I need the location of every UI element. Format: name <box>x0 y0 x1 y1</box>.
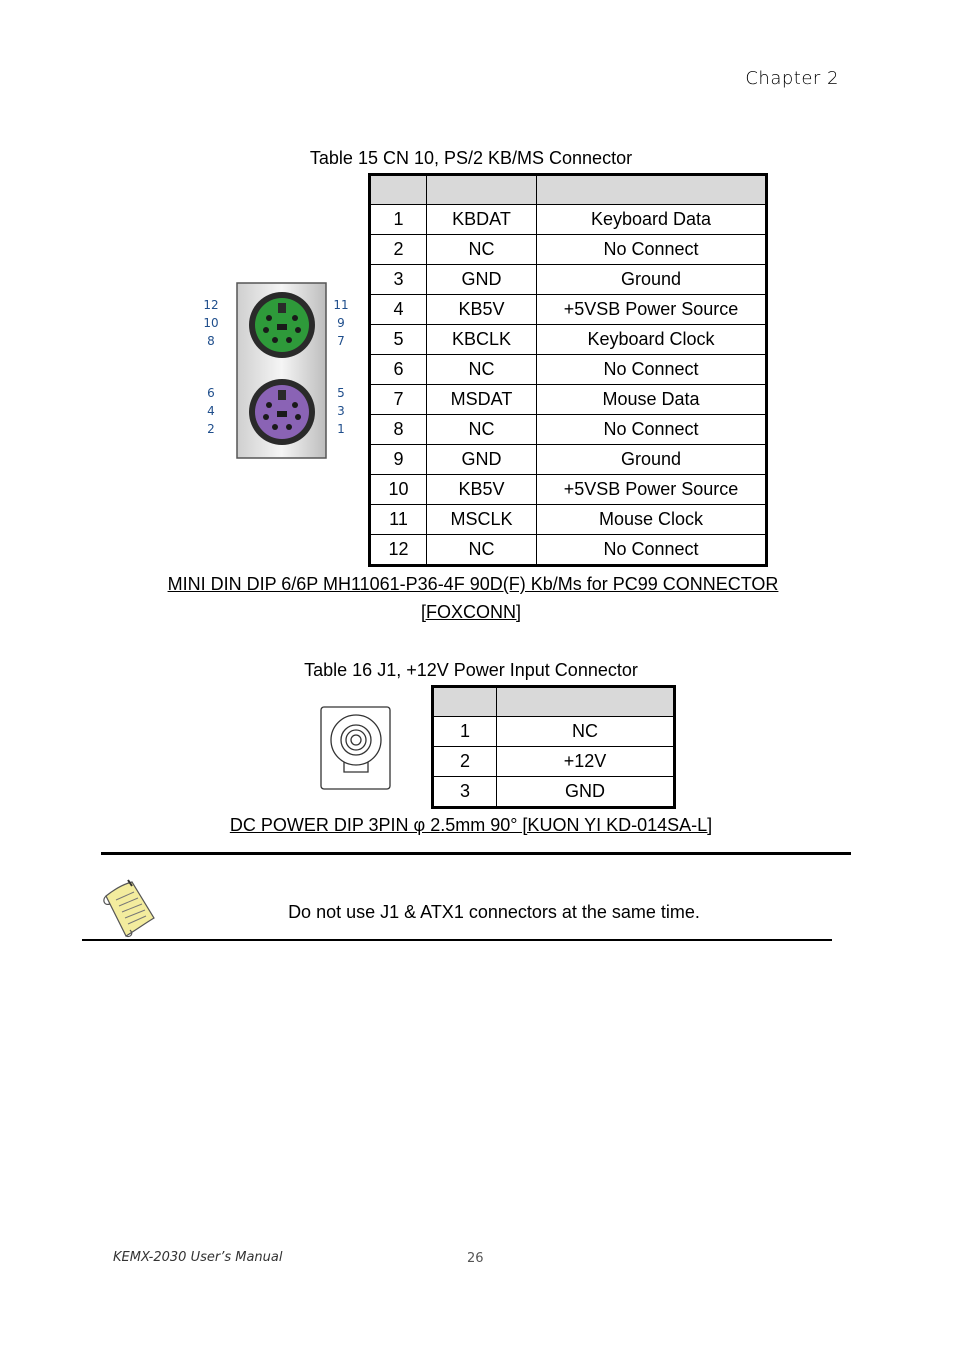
table-row <box>370 505 767 535</box>
pin-cell: 5 <box>370 325 427 355</box>
table15-caption: Table 15 CN 10, PS/2 KB/MS Connector <box>309 148 633 168</box>
table15 <box>368 173 768 567</box>
description-cell: +5VSB Power Source <box>537 475 767 505</box>
table-row <box>370 295 767 325</box>
pin-cell: 1 <box>370 205 427 235</box>
pin-cell: 7 <box>370 385 427 415</box>
ps2-connector-figure <box>200 282 360 462</box>
table-row <box>433 777 675 808</box>
pin-cell: 11 <box>370 505 427 535</box>
table15-connector-line1: MINI DIN DIP 6/6P MH11061-P36-4F 90D(F) Kb/Ms for PC99 CONNECTOR <box>167 574 779 594</box>
pin-label: 11 <box>333 298 349 312</box>
pin-label: 7 <box>337 334 345 348</box>
pin-label: 5 <box>337 386 345 400</box>
description-cell: No Connect <box>537 355 767 385</box>
table-row <box>370 235 767 265</box>
pin-cell: 3 <box>433 777 497 808</box>
footer-manual-title: KEMX-2030 User’s Manual <box>113 1250 283 1265</box>
table-row <box>370 475 767 505</box>
signal-cell: NC <box>427 355 537 385</box>
signal-cell: NC <box>427 235 537 265</box>
header-cell <box>370 175 427 205</box>
signal-cell: KBCLK <box>427 325 537 355</box>
pin-label: 4 <box>207 404 215 418</box>
signal-cell: KBDAT <box>427 205 537 235</box>
pin-cell: 10 <box>370 475 427 505</box>
signal-cell: GND <box>427 445 537 475</box>
note-text: Do not use J1 & ATX1 connectors at the same time. <box>288 902 700 922</box>
signal-cell: NC <box>427 535 537 566</box>
pin-label: 8 <box>207 334 215 348</box>
page-number: 26 <box>467 1251 484 1266</box>
table-row <box>370 205 767 235</box>
pin-labels-right <box>330 296 352 438</box>
pin-labels-left <box>200 296 222 438</box>
ps2-ports-icon <box>236 282 328 460</box>
table-row <box>370 355 767 385</box>
header-cell <box>497 687 675 717</box>
signal-cell: GND <box>497 777 675 808</box>
description-cell: Ground <box>537 265 767 295</box>
dc-power-jack-icon <box>320 706 392 792</box>
pin-cell: 3 <box>370 265 427 295</box>
pin-cell: 2 <box>433 747 497 777</box>
signal-cell: NC <box>427 415 537 445</box>
table-row <box>370 265 767 295</box>
table-row <box>433 747 675 777</box>
header-cell <box>537 175 767 205</box>
description-cell: Mouse Clock <box>537 505 767 535</box>
table-row <box>370 385 767 415</box>
table-row <box>370 325 767 355</box>
description-cell: No Connect <box>537 235 767 265</box>
pin-label: 12 <box>203 298 219 312</box>
table-row <box>370 445 767 475</box>
signal-cell: KB5V <box>427 295 537 325</box>
pin-label: 1 <box>337 422 345 436</box>
table-row <box>370 415 767 445</box>
pin-label: 6 <box>207 386 215 400</box>
signal-cell: KB5V <box>427 475 537 505</box>
description-cell: Keyboard Data <box>537 205 767 235</box>
signal-cell: GND <box>427 265 537 295</box>
description-cell: No Connect <box>537 415 767 445</box>
chapter-heading: Chapter 2 <box>745 68 839 89</box>
header-cell <box>427 175 537 205</box>
note-bottom-rule <box>82 939 832 941</box>
description-cell: Ground <box>537 445 767 475</box>
pin-cell: 9 <box>370 445 427 475</box>
table-header-row <box>433 687 675 717</box>
table16 <box>431 685 676 809</box>
pin-cell: 12 <box>370 535 427 566</box>
table-header-row <box>370 175 767 205</box>
pin-label: 3 <box>337 404 345 418</box>
pin-cell: 4 <box>370 295 427 325</box>
pin-cell: 6 <box>370 355 427 385</box>
table16-connector-line: DC POWER DIP 3PIN φ 2.5mm 90° [KUON YI KD-014SA-L] <box>229 815 713 835</box>
note-paper-icon <box>98 878 160 940</box>
description-cell: Keyboard Clock <box>537 325 767 355</box>
pin-cell: 2 <box>370 235 427 265</box>
signal-cell: MSCLK <box>427 505 537 535</box>
pin-label: 9 <box>337 316 345 330</box>
header-cell <box>433 687 497 717</box>
pin-cell: 1 <box>433 717 497 747</box>
table-row <box>433 717 675 747</box>
table15-connector-line2: [FOXCONN] <box>420 602 521 622</box>
pin-cell: 8 <box>370 415 427 445</box>
signal-cell: NC <box>497 717 675 747</box>
pin-label: 10 <box>203 316 219 330</box>
signal-cell: MSDAT <box>427 385 537 415</box>
pin-label: 2 <box>207 422 215 436</box>
table-row <box>370 535 767 566</box>
signal-cell: +12V <box>497 747 675 777</box>
table16-caption: Table 16 J1, +12V Power Input Connector <box>304 660 638 680</box>
description-cell: +5VSB Power Source <box>537 295 767 325</box>
note-top-rule <box>101 852 851 855</box>
description-cell: Mouse Data <box>537 385 767 415</box>
description-cell: No Connect <box>537 535 767 566</box>
